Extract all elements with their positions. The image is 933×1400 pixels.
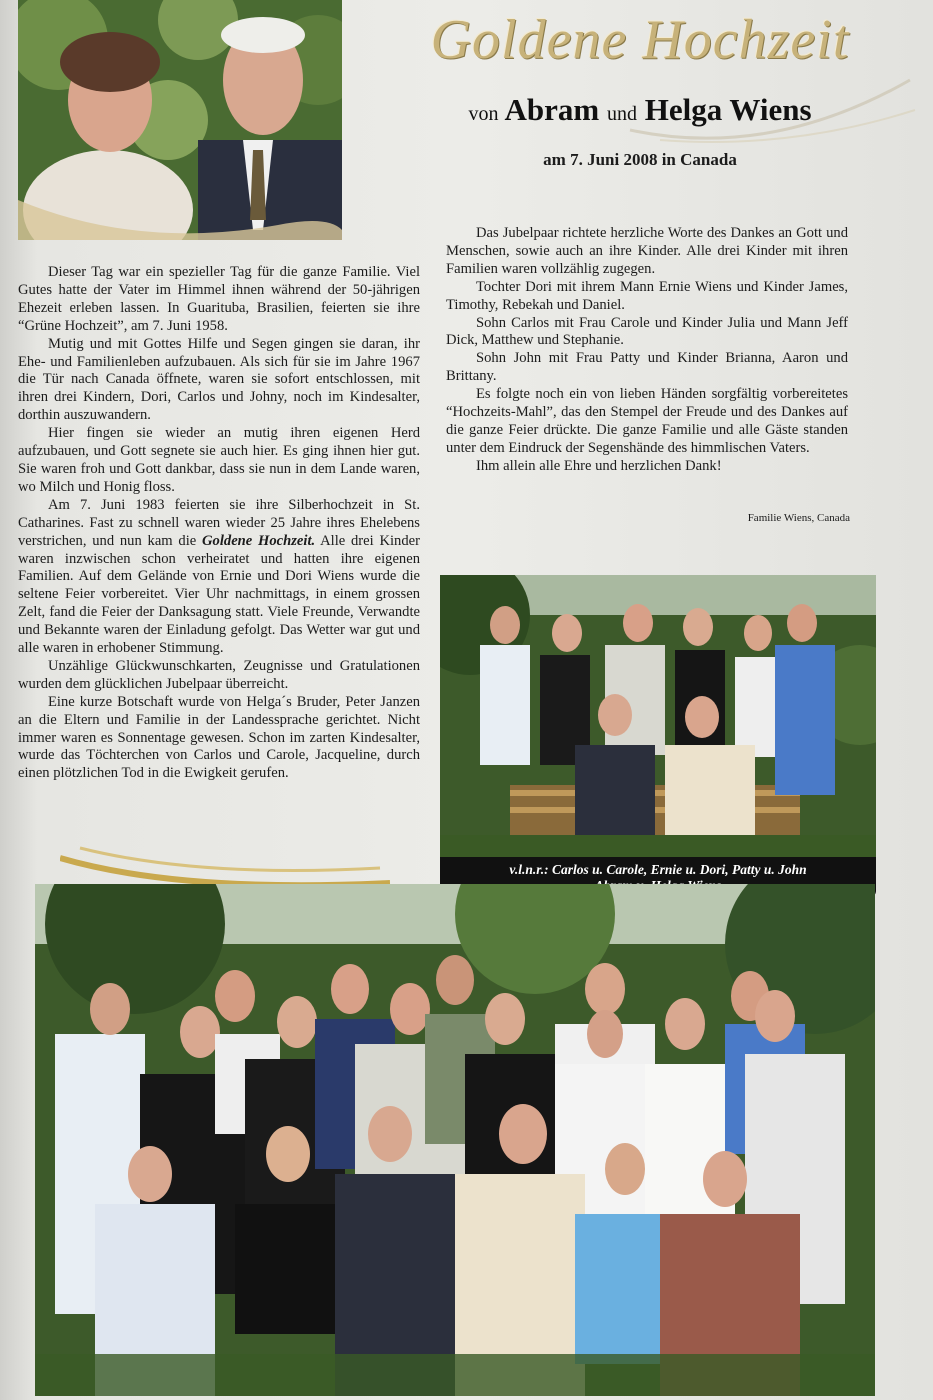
date-line: am 7. Juni 2008 in Canada	[543, 150, 737, 169]
family-photo	[440, 575, 876, 865]
paragraph: Ihm allein alle Ehre und herzlichen Dank!	[476, 457, 722, 474]
paragraph: Es folgte noch ein von lieben Händen sorgfältig vorbereitetes “Hochzeits-Mahl”, das den Stempel der Freude und des Dankes auf die ganze Feier drückte. Die ganze Familie und alle Gäste standen unter dem Eindruck der Segenshände des himmlischen Vaters.	[446, 386, 848, 456]
goldene-hochzeit-emphasis: Goldene Hochzeit.	[202, 532, 316, 549]
und-word: und	[606, 103, 637, 125]
paragraph: Sohn John mit Frau Patty und Kinder Brianna, Aaron und Brittany.	[446, 350, 848, 385]
paragraph: Am 7. Juni 1983 feierten sie ihre Silberhochzeit in St. Catharines. Fast zu schnell waren wieder 25 Jahre ihres Ehelebens verstrichen, und nun kam die Goldene Hochzeit. Alle drei Kinder waren inzwischen schon verheiratet und hatten ihre eigenen Familien. Auf dem Gelände von Ernie und Dori Wiens wurde die seltene Feier vorbereitet. Vier Uhr nachmittags, in einem grossen Zelt, fand die Feier der Danksagung statt. Viele Freunde, Verwandte und Bekannte waren der Einladung gefolgt. Das Wetter war gut und alle waren in erhobener Stimmung.	[18, 496, 420, 657]
paragraph: Eine kurze Botschaft wurde von Helga´s Bruder, Peter Janzen an die Eltern und Familie in der Landessprache gerichtet. Nicht immer waren es Sonnentage gewesen. Schon im zarten Kindesalter, wurde das Töchterchen von Carlos und Carole, Jacqueline, durch einen plötzlichen Tod in die Ewigkeit gerufen.	[18, 693, 420, 782]
couple-photo	[18, 0, 342, 240]
paragraph: Hier fingen sie wieder an mutig ihren eigenen Herd aufzubauen, und Gott segnete sie auch hier. Es ging ihnen hier gut. Sie waren froh und Gott dankbar, dass sie nun in dem Lande waren, wo Milch und Honig floss.	[18, 425, 420, 495]
paragraph: Unzählige Glückwunschkarten, Zeugnisse und Gratulationen wurden dem glücklichen Jubelpaar überreicht.	[18, 657, 420, 692]
left-column	[18, 264, 420, 783]
paragraph: Sohn Carlos mit Frau Carole und Kinder Julia und Mann Jeff Dick, Matthew und Stephanie.	[446, 314, 848, 349]
name-abram: Abram	[504, 92, 600, 127]
paragraph: Mutig und mit Gottes Hilfe und Segen gingen sie daran, ihr Ehe- und Familienleben aufzubauen. Als sich für sie im Jahre 1967 die Tür nach Canada öffnete, waren sie sofort entschlossen, mit ihren drei Kindern, Dori, Carlos und Johny, noch im Kindesalter, dorthin auszuwandern.	[18, 335, 420, 424]
name-helga-wiens: Helga Wiens	[644, 92, 812, 127]
couple-names	[355, 92, 925, 128]
paragraph: Tochter Dori mit ihrem Mann Ernie Wiens und Kinder James, Timothy, Rebekah und Daniel.	[446, 278, 848, 313]
paragraph: Das Jubelpaar richtete herzliche Worte des Dankes an Gott und Menschen, sowie auch an ihre Kinder. Alle drei Kinder mit ihren Familien waren vollzählig zugegen.	[446, 225, 848, 277]
caption-line-1: v.l.n.r.: Carlos u. Carole, Ernie u. Dori, Patty u. John	[509, 862, 807, 877]
signature: Familie Wiens, Canada	[747, 512, 850, 524]
right-column	[446, 225, 848, 476]
von-word: von	[468, 103, 499, 125]
group-photo	[35, 884, 875, 1396]
paragraph: Dieser Tag war ein spezieller Tag für die ganze Familie. Viel Gutes hatte der Vater im Himmel ihnen während der 50-jährigen Ehezeit erleben lassen. In Guarituba, Brasilien, feierten sie ihre “Grüne Hochzeit”, am 7. Juni 1958.	[18, 264, 420, 334]
page-title: Goldene Hochzeit	[430, 9, 850, 71]
